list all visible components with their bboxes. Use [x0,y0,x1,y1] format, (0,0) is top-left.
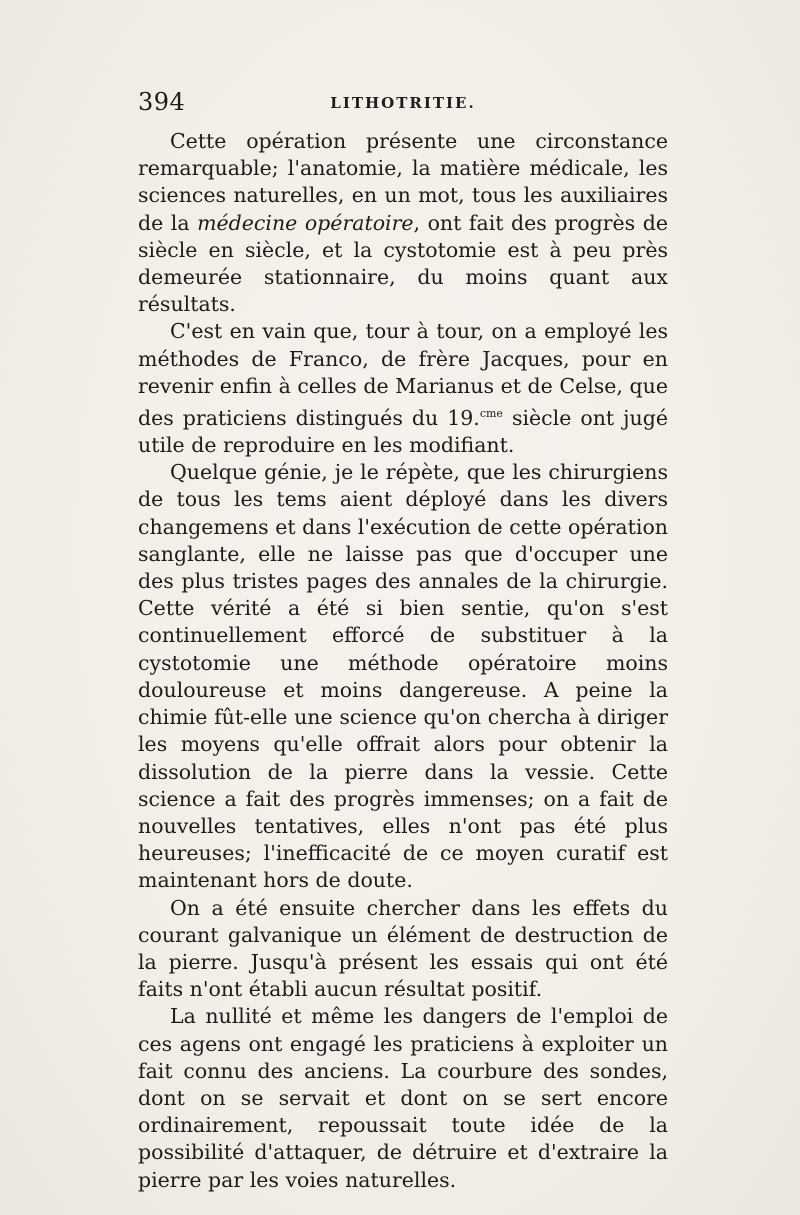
paragraph-5: La nullité et même les dangers de l'emploi de ces agens ont engagé les praticiens à exploiter un fait connu des anciens. La courbure des sondes, dont on se servait et dont on se sert encore ordinairement, repoussait toute idée de la possibilité d'attaquer, de détruire et d'extraire la pierre par les voies naturelles. [138,1004,668,1192]
page-header [138,88,668,118]
paragraph-1 [138,128,668,318]
body-text [138,128,668,1194]
running-title: LITHOTRITIE. [330,94,476,112]
paragraph-2-after: siècle ont jugé utile de reproduire en les modifiant. [138,405,668,458]
page-number: 394 [138,88,186,116]
italic-phrase: médecine opératoire [197,210,414,235]
paragraph-4: On a été ensuite chercher dans les effets du courant galvanique un élément de destruction de la pierre. Jusqu'à présent les essais qui ont été faits n'ont établi aucun résultat positif. [138,895,668,1002]
century-superscript: cme [479,407,503,421]
paragraph-3: Quelque génie, je le répète, que les chirurgiens de tous les tems aient déployé dans les divers changemens et dans l'exécution de cette opération sanglante, elle ne laisse pas que d'occuper une des plus tristes pages des annales de la chirurgie. Cette vérité a été si bien sentie, qu'on s'est continuellement efforcé de substituer à la cystotomie une méthode opératoire moins douloureuse et moins dangereuse. A peine la chimie fût-elle une science qu'on chercha à diriger les moyens qu'elle offrait alors pour obtenir la dissolution de la pierre dans la vessie. Cette science a fait des progrès immenses; on a fait de nouvelles tentatives, elles n'ont pas été plus heureuses; l'inefficacité de ce moyen curatif est maintenant hors de doute. [138,460,668,893]
paragraph-1-before: Cette opération présente une circonstance remarquable; l'anatomie, la matière médicale, les sciences naturelles, en un mot, tous les auxiliaires de la [138,129,668,235]
paragraph-2-before: C'est en vain que, tour à tour, on a employé les méthodes de Franco, de frère Jacques, pour en revenir enfin à celles de Marianus et de Celse, que des praticiens distingués du 19. [138,319,668,430]
paragraph-1-after: , ont fait des progrès de siècle en siècle, et la cystotomie est à peu près demeurée stationnaire, du moins quant aux résultats. [138,210,668,317]
paragraph-2 [138,318,668,459]
